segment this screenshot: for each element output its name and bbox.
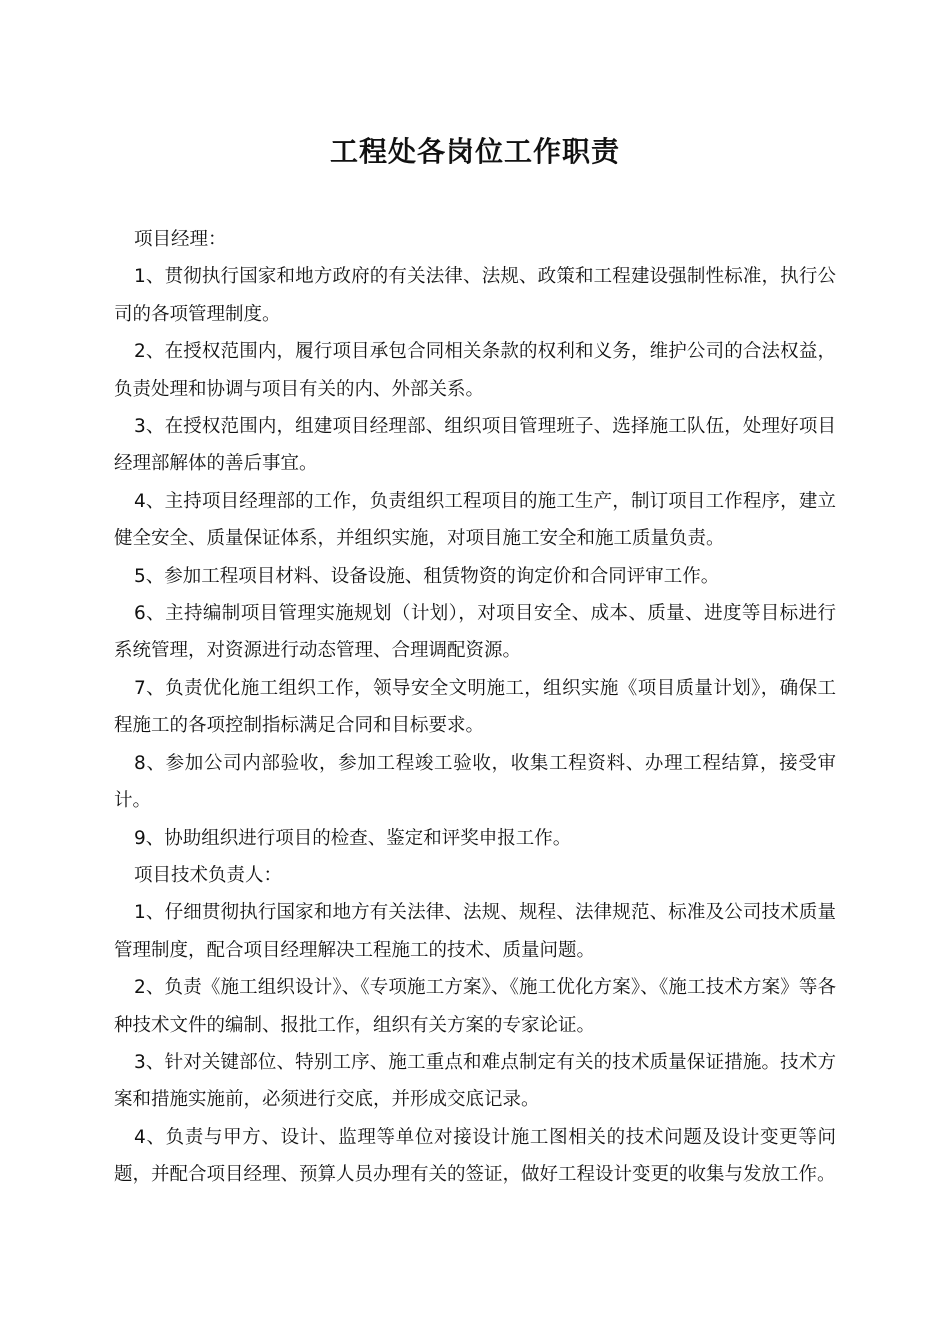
duty-paragraph: 1、仔细贯彻执行国家和地方有关法律、法规、规程、法律规范、标准及公司技术质量管理制度，配合项目经理解决工程施工的技术、质量问题。 [114, 902, 836, 961]
duty-paragraph: 8、参加公司内部验收，参加工程竣工验收，收集工程资料、办理工程结算，接受审计。 [114, 752, 836, 812]
duty-paragraph: 4、负责与甲方、设计、监理等单位对接设计施工图相关的技术问题及设计变更等问题，并配合项目经理、预算人员办理有关的签证，做好工程设计变更的收集与发放工作。 [114, 1126, 836, 1186]
duty-paragraph: 7、负责优化施工组织工作，领导安全文明施工，组织实施《项目质量计划》，确保工程施工的各项控制指标满足合同和目标要求。 [114, 677, 836, 737]
duty-paragraph: 6、主持编制项目管理实施规划（计划），对项目安全、成本、质量、进度等目标进行系统管理，对资源进行动态管理、合理调配资源。 [114, 603, 836, 662]
duty-paragraph: 3、针对关键部位、特别工序、施工重点和难点制定有关的技术质量保证措施。技术方案和措施实施前，必须进行交底，并形成交底记录。 [114, 1051, 836, 1111]
duty-paragraph: 1、贯彻执行国家和地方政府的有关法律、法规、政策和工程建设强制性标准，执行公司的各项管理制度。 [114, 266, 836, 325]
section-heading-project-manager: 项目经理： [134, 229, 227, 250]
duty-paragraph: 5、参加工程项目材料、设备设施、租赁物资的询定价和合同评审工作。 [134, 565, 720, 587]
duty-paragraph: 3、在授权范围内，组建项目经理部、组织项目管理班子、选择施工队伍，处理好项目经理部解体的善后事宜。 [114, 416, 836, 475]
duty-paragraph: 9、协助组织进行项目的检查、鉴定和评奖申报工作。 [134, 827, 572, 849]
duty-paragraph: 4、主持项目经理部的工作，负责组织工程项目的施工生产，制订项目工作程序，建立健全安全、质量保证体系，并组织实施，对项目施工安全和施工质量负责。 [114, 490, 836, 550]
document-body [114, 221, 836, 1194]
duty-paragraph: 2、在授权范围内，履行项目承包合同相关条款的权利和义务，维护公司的合法权益，负责处理和协调与项目有关的内、外部关系。 [114, 341, 836, 400]
duty-paragraph: 2、负责《施工组织设计》、《专项施工方案》、《施工优化方案》、《施工技术方案》等各种技术文件的编制、报批工作，组织有关方案的专家论证。 [114, 977, 836, 1036]
section-heading-technical-lead: 项目技术负责人： [134, 864, 283, 886]
document-title: 工程处各岗位工作职责 [329, 135, 620, 168]
